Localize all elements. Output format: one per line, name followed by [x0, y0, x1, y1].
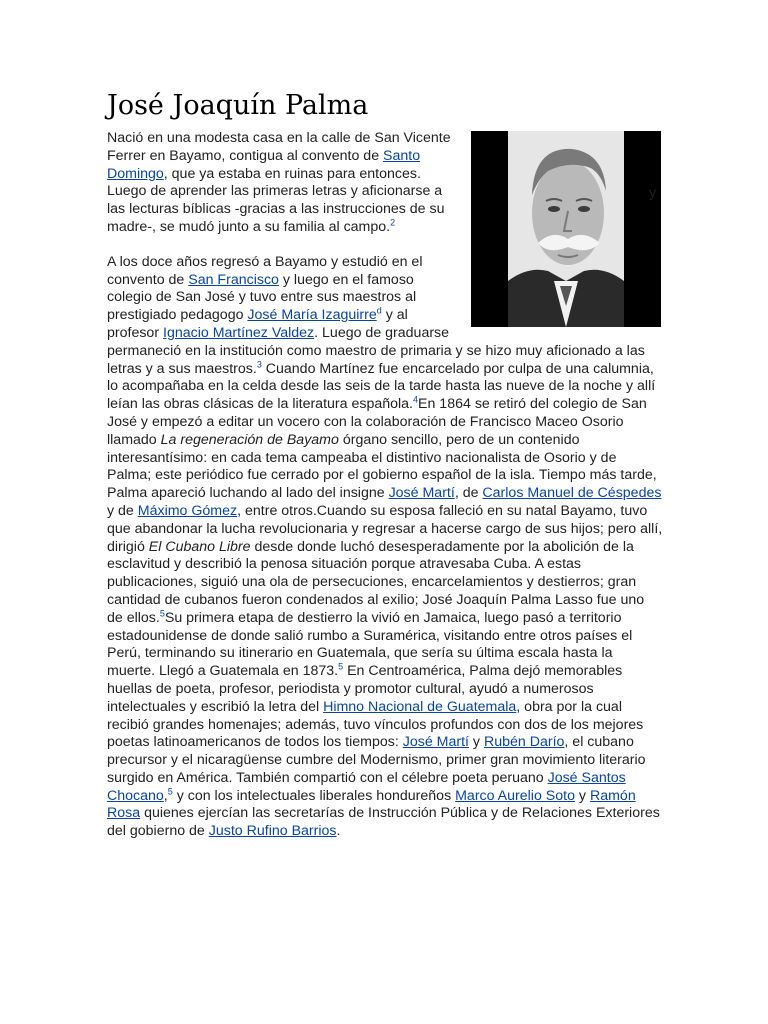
link-jose-marti-2[interactable]: José Martí: [402, 734, 469, 751]
paragraph-2: A los doce años regresó a Bayamo y estudió en el convento de San Francisco y luego en el famoso colegio de San José y tuvo entre sus maestros al prestigiado pedagogo José María Izaguirre$^d$ y al profesor Ignacio Martínez Valdez. Luego de graduarse permaneció en la institución como maestro de primaria y se hizo muy aficionado a las letras y a sus maestros.$^3$ Cuando Martínez fue encarcelado por culpa de una calumnia, lo acompañaba en la celda desde las seis de la tarde hasta las nueve de la noche y allí leían las obras clásicas de la literatura española.$^4$En 1864 se retiró del colegio de San José y empezó a editar un vocero con la colaboración de Francisco Maceo Osorio llamado La regeneración de Bayamo órgano sencillo, pero de un contenido interesantísimo: en cada tema campeaba el distintivo nacionalista de Osorio y de Palma; este periódico fue cerrado por el gobierno español de la isla. Tiempo más tarde, Palma apareció luchando al lado del insigne José Martí, de Carlos Manuel de Céspedes y de Máximo Gómez, entre otros.Cuando su esposa falleció en su natal Bayamo, tuvo que abandonar la lucha revolucionaria y regresar a hacerse cargo de sus hijos; pero allí, dirigió El Cubano Libre desde donde luchó desesperadamente por la abolición de la esclavitud y describió la penosa situación porque atravesaba Cuba. A estas publicaciones, siguió una ola de persecuciones, encarcelamientos y destierros; gran cantidad de cubanos fueron condenados al exilio; José Joaquín Palma Lasso fue uno de ellos.$^5$Su primera etapa de destierro la vivió en Jamaica, luego pasó a territorio estadounidense de donde salió rumbo a Suramérica, visitando entre otros países el Perú, terminando su itinerario en Guatemala, que sería su última escala hasta la muerte. Llegó a Guatemala en 1873.$^5$ En Centroamérica, Palma dejó memorables huellas de poeta, profesor, periodista y promotor cultural, ayudó a numerosos intelectuales y escribió la letra del Himno Nacional de Guatemala, obra por la cual recibió grandes homenajes; además, tuvo vínculos profundos con dos de los mejores poetas latinoamericanos de todos los tiempos: José Martí y Rubén Darío, el cubano precursor y el nicaragüense cumbre del Modernismo, primer gran movimiento literario surgido en América. También compartió con el célebre poeta peruano José Santos Chocano,$^5$ y con los intelectuales liberales hondureños Marco Aurelio Soto y Ramón Rosa quienes ejercían las secretarías de Instrucción Pública y de Relaciones Exteriores del gobierno de Justo Rufino Barrios.: [107, 253, 663, 840]
paragraph-1: Nació en una modesta casa en la calle de San Vicente Ferrer en Bayamo, contigua al convento de Santo Domingo, que ya estaba en ruinas para entonces. Luego de aprender las primeras letras y aficionarse a las lecturas bíblicas -gracias a las instrucciones de su madre-, se mudó junto a su familia al campo.$^2$: [107, 130, 451, 235]
reference-5[interactable]: 5: [338, 661, 344, 672]
link-marco-aurelio-soto[interactable]: Marco Aurelio Soto: [455, 787, 575, 804]
reference-5[interactable]: 5: [167, 785, 173, 796]
link-jose-maria-izaguirre[interactable]: José María Izaguirre: [247, 307, 377, 324]
reference-3[interactable]: 3: [256, 358, 262, 369]
link-himno-nacional-de-guatemala[interactable]: Himno Nacional de Guatemala: [323, 698, 517, 715]
link-justo-rufino-barrios[interactable]: Justo Rufino Barrios: [208, 823, 337, 840]
link-ignacio-martinez-valdez[interactable]: Ignacio Martínez Valdez: [163, 324, 315, 341]
reference-d[interactable]: d: [376, 305, 382, 316]
article: [107, 88, 663, 841]
portrait-image[interactable]: [471, 131, 661, 327]
reference-5[interactable]: 5: [159, 607, 165, 618]
portrait-photo: [508, 131, 624, 327]
link-jose-santos-chocano[interactable]: José Santos Chocano: [107, 769, 626, 804]
stray-text-y: y: [649, 185, 657, 201]
link-san-francisco[interactable]: San Francisco: [188, 271, 279, 288]
reference-4[interactable]: 4: [413, 394, 419, 405]
article-title: José Joaquín Palma: [107, 90, 369, 121]
publication-title-cubano-libre: El Cubano Libre: [148, 538, 251, 555]
publication-title-regeneracion: La regeneración de Bayamo: [160, 431, 339, 448]
link-ramon-rosa[interactable]: Ramón Rosa: [107, 787, 636, 822]
link-maximo-gomez[interactable]: Máximo Gómez: [137, 502, 238, 519]
link-jose-marti[interactable]: José Martí: [388, 485, 455, 502]
link-ruben-dario[interactable]: Rubén Darío: [483, 734, 565, 751]
link-santo-domingo[interactable]: Santo Domingo: [107, 147, 421, 182]
reference-2[interactable]: 2: [390, 217, 396, 228]
link-carlos-manuel-de-cespedes[interactable]: Carlos Manuel de Céspedes: [482, 485, 662, 502]
